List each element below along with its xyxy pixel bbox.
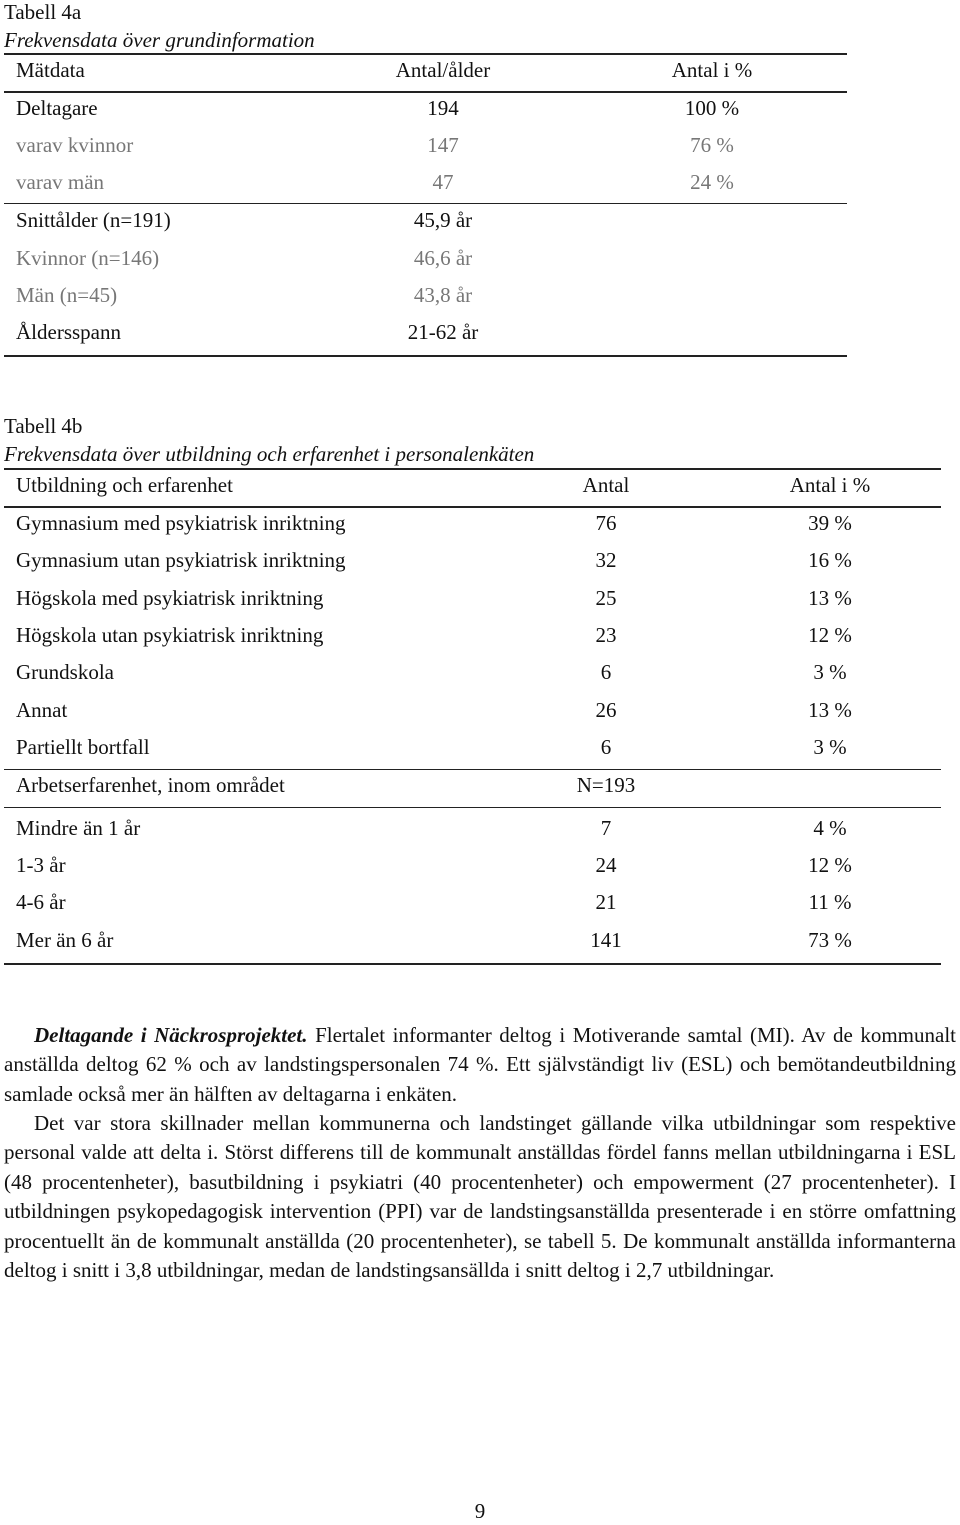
- table-4b-bottom-rule: [4, 963, 941, 965]
- table-row: [0, 816, 960, 852]
- row-label: varav kvinnor: [16, 133, 134, 157]
- experience-header-rule: [4, 807, 941, 808]
- table-row: [0, 853, 960, 889]
- row-value: 32: [595, 548, 617, 572]
- row-value: 194: [427, 96, 459, 120]
- row-value: 21: [595, 890, 617, 914]
- row-value: 147: [427, 133, 459, 157]
- table-4a-header-row: [0, 58, 960, 94]
- row-label: Gymnasium utan psykiatrisk inriktning: [16, 548, 346, 572]
- table-4b-header-rule: [4, 506, 941, 508]
- row-value: 141: [590, 928, 622, 952]
- table-4b-section-rule: [4, 769, 941, 770]
- row-label: 4-6 år: [16, 890, 66, 914]
- row-label: varav män: [16, 170, 105, 194]
- table-row: [0, 96, 960, 132]
- row-label: Annat: [16, 698, 68, 722]
- row-percent: 4 %: [813, 816, 847, 840]
- column-header-matdata: Mätdata: [16, 58, 85, 82]
- row-value: 46,6 år: [413, 246, 473, 270]
- row-label: Grundskola: [16, 660, 114, 684]
- table-4b-subtitle: Frekvensdata över utbildning och erfarenhet i personalenkäten: [4, 442, 535, 466]
- table-4b-title: Tabell 4b: [4, 414, 83, 438]
- table-row: [0, 511, 960, 547]
- experience-header-label: Arbetserfarenhet, inom området: [16, 773, 285, 797]
- row-label: Högskola utan psykiatrisk inriktning: [16, 623, 324, 647]
- row-value: 76: [595, 511, 617, 535]
- row-value: 47: [432, 170, 454, 194]
- row-label: Partiellt bortfall: [16, 735, 150, 759]
- table-4a-section-rule: [4, 203, 847, 204]
- table-row: [0, 283, 960, 319]
- column-header-antal: Antal: [582, 473, 630, 497]
- row-value: 21-62 år: [407, 320, 479, 344]
- row-value: 26: [595, 698, 617, 722]
- table-row: [0, 890, 960, 926]
- table-row: [0, 735, 960, 771]
- row-label: Åldersspann: [16, 320, 121, 344]
- table-4a-bottom-rule: [4, 355, 847, 357]
- row-percent: 16 %: [808, 548, 852, 572]
- table-4a-header-rule: [4, 91, 847, 93]
- table-4a-top-rule: [4, 53, 847, 55]
- row-label: Kvinnor (n=146): [16, 246, 160, 270]
- row-percent: 11 %: [808, 890, 852, 914]
- row-value: 43,8 år: [413, 283, 473, 307]
- table-row: [0, 586, 960, 622]
- paragraph-text: Det var stora skillnader mellan kommunerna och landstinget gällande vilka utbildningar som respektive personal valde att delta i. Störst differens till de kommunalt anställdas fördel fanns mellan utbildningarna i ESL (48 procentenheter), basutbildning i psykiatri (40 procentenheter) och empowerment (27 procentenheter). I utbildningen psykopedagogisk intervention (PPI) var de landstingsanställda presenterade i en större omfattning procentuellt än de kommunalt anställda (20 procentenheter), se tabell 5. De kommunalt anställda informanterna deltog i snitt i 3,8 utbildningar, medan de landstingsansällda i snitt deltog i 2,7 utbildningar.: [4, 1111, 956, 1283]
- table-row: [0, 623, 960, 659]
- row-label: Mindre än 1 år: [16, 816, 141, 840]
- experience-header-n: N=193: [576, 773, 636, 797]
- row-percent: 76 %: [690, 133, 734, 157]
- paragraph-differences: [4, 1109, 956, 1285]
- row-percent: 100 %: [684, 96, 740, 120]
- row-value: 25: [595, 586, 617, 610]
- column-header-antal-alder: Antal/ålder: [395, 58, 491, 82]
- table-4a-title: Tabell 4a: [4, 0, 82, 24]
- column-header-antal-procent: Antal i %: [671, 58, 753, 82]
- experience-header-row: [0, 773, 960, 809]
- table-row: [0, 170, 960, 206]
- column-header-antal-procent: Antal i %: [789, 473, 871, 497]
- table-row: [0, 548, 960, 584]
- row-percent: 24 %: [690, 170, 734, 194]
- row-percent: 73 %: [808, 928, 852, 952]
- row-percent: 12 %: [808, 623, 852, 647]
- row-percent: 39 %: [808, 511, 852, 535]
- row-label: 1-3 år: [16, 853, 66, 877]
- row-label: Mer än 6 år: [16, 928, 114, 952]
- row-label: Högskola med psykiatrisk inriktning: [16, 586, 324, 610]
- column-header-utbildning: Utbildning och erfarenhet: [16, 473, 233, 497]
- row-label: Snittålder (n=191): [16, 208, 171, 232]
- table-4a-subtitle: Frekvensdata över grundinformation: [4, 28, 315, 52]
- table-4b-top-rule: [4, 468, 941, 470]
- table-row: [0, 208, 960, 244]
- table-row: [0, 133, 960, 169]
- paragraph-participation: [4, 1021, 956, 1109]
- paragraph-text: Flertalet informanter deltog i Motiverande samtal (MI). Av de kommunalt anställda deltog 62 % och av landstingspersonalen 74 %. Ett självständigt liv (ESL) och bemötandeutbildning samlade också mer än hälften av deltagarna i enkäten.: [4, 1023, 956, 1106]
- row-value: 6: [600, 735, 612, 759]
- row-percent: 3 %: [813, 735, 847, 759]
- table-row: [0, 698, 960, 734]
- row-label: Deltagare: [16, 96, 98, 120]
- row-value: 23: [595, 623, 617, 647]
- table-row: [0, 320, 960, 356]
- row-value: 7: [600, 816, 612, 840]
- row-value: 45,9 år: [413, 208, 473, 232]
- table-row: [0, 660, 960, 696]
- row-percent: 12 %: [808, 853, 852, 877]
- table-4b-header-row: [0, 473, 960, 509]
- page-number: 9: [474, 1499, 486, 1523]
- paragraph-lead: Deltagande i Näckrosprojektet.: [34, 1023, 308, 1047]
- row-percent: 3 %: [813, 660, 847, 684]
- table-row: [0, 246, 960, 282]
- row-value: 6: [600, 660, 612, 684]
- row-percent: 13 %: [808, 586, 852, 610]
- row-value: 24: [595, 853, 617, 877]
- row-label: Gymnasium med psykiatrisk inriktning: [16, 511, 346, 535]
- row-label: Män (n=45): [16, 283, 118, 307]
- table-row: [0, 928, 960, 964]
- row-percent: 13 %: [808, 698, 852, 722]
